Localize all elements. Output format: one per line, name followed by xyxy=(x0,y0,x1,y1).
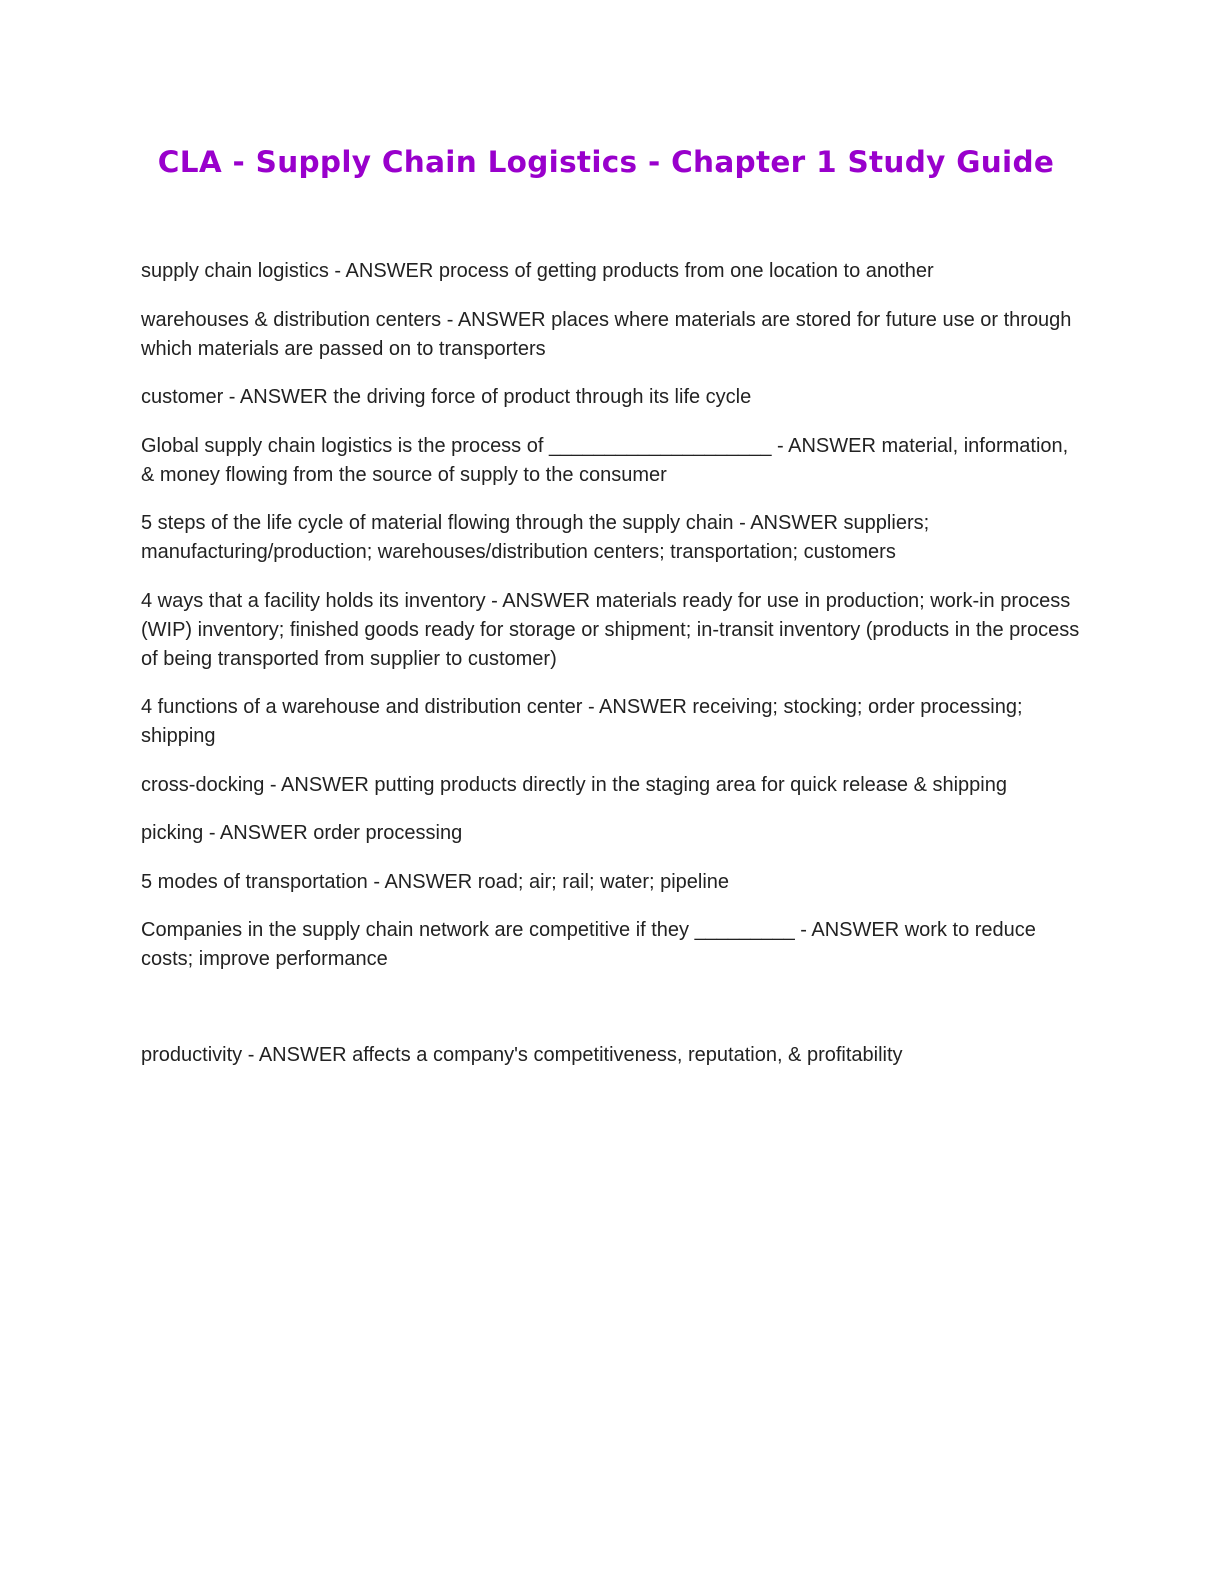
entry-global-supply-chain: Global supply chain logistics is the process of ____________________ - ANSWER material, information, & money flowing from the source of supply to the consumer xyxy=(141,434,1069,486)
entry-five-steps-life-cycle: 5 steps of the life cycle of material flowing through the supply chain - ANSWER suppliers; manufacturing/production; warehouses/distribution centers; transportation; customers xyxy=(141,512,930,563)
study-guide-entries xyxy=(141,257,1081,1090)
entry-companies-competitive: Companies in the supply chain network are competitive if they _________ - ANSWER work to reduce costs; improve performance xyxy=(141,919,1036,970)
entry-picking: picking - ANSWER order processing xyxy=(141,822,463,844)
entry-customer: customer - ANSWER the driving force of product through its life cycle xyxy=(141,386,752,408)
entry-cross-docking: cross-docking - ANSWER putting products directly in the staging area for quick release & shipping xyxy=(141,773,1007,796)
entry-warehouses-distribution-centers: warehouses & distribution centers - ANSWER places where materials are stored for future use or through which materials are passed on to transporters xyxy=(141,308,1072,360)
entry-four-functions-warehouse: 4 functions of a warehouse and distribution center - ANSWER receiving; stocking; order processing; shipping xyxy=(141,696,1023,747)
document-title: CLA - Supply Chain Logistics - Chapter 1 Study Guide xyxy=(157,145,1055,179)
entry-productivity: productivity - ANSWER affects a company's competitiveness, reputation, & profitability xyxy=(141,1044,903,1066)
entry-four-ways-inventory: 4 ways that a facility holds its inventory - ANSWER materials ready for use in production; work-in process (WIP) inventory; finished goods ready for storage or shipment; in-transit inventory (products in the process of being transported from supplier to customer) xyxy=(141,589,1080,670)
entry-supply-chain-logistics: supply chain logistics - ANSWER process of getting products from one location to another xyxy=(141,260,934,282)
entry-five-modes-transportation: 5 modes of transportation - ANSWER road; air; rail; water; pipeline xyxy=(141,870,730,893)
